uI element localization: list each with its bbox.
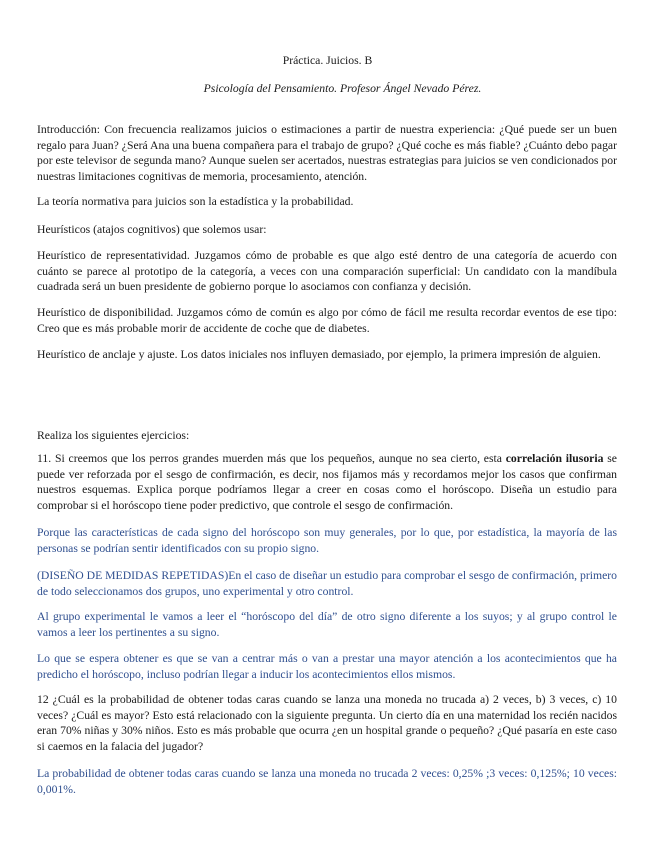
question-11 — [37, 451, 617, 513]
heuristics-intro: Heurísticos (atajos cognitivos) que solemos usar: — [37, 223, 267, 236]
answer-11-paragraph-1: Porque las características de cada signo del horóscopo son muy generales, por lo que, por estadística, la mayoría de las personas se podrían sentir identificados con su propio signo. — [37, 526, 617, 555]
availability-paragraph: Heurístico de disponibilidad. Juzgamos cómo de común es algo por cómo de fácil me resulta recordar eventos de ese tipo: Creo que es más probable morir de accidente de coche que de diabetes. — [37, 306, 617, 335]
exercises-intro: Realiza los siguientes ejercicios: — [37, 429, 190, 442]
question-11-text-a: 11. Si creemos que los perros grandes muerden más que los pequeños, aunque no sea cierto, esta — [37, 452, 506, 465]
answer-11-paragraph-3: Al grupo experimental le vamos a leer el “horóscopo del día” de otro signo diferente a los suyos; y al grupo control le vamos a leer los pertinentes a su signo. — [37, 610, 617, 639]
anchoring-paragraph: Heurístico de anclaje y ajuste. Los datos iniciales nos influyen demasiado, por ejemplo, la primera impresión de alguien. — [37, 348, 601, 361]
document-subtitle: Psicología del Pensamiento. Profesor Ángel Nevado Pérez. — [203, 82, 482, 95]
answer-11-paragraph-2: (DISEÑO DE MEDIDAS REPETIDAS)En el caso de diseñar un estudio para comprobar el sesgo de confirmación, primero de todo seleccionamos dos grupos, uno experimental y otro control. — [37, 569, 618, 598]
intro-paragraph: Introducción: Con frecuencia realizamos juicios o estimaciones a partir de nuestra experiencia: ¿Qué puede ser un buen regalo para Juan? ¿Será Ana una buena compañera para el trabajo de grupo? ¿Qué coche es más fiable? ¿Cuánto debo pagar por este televisor de segunda mano? Aunque suelen ser acertados, nuestras estrategias para juicios se ven condicionados por nuestras limitaciones cognitivas de memoria, procesamiento, atención. — [37, 123, 617, 183]
representativeness-paragraph: Heurístico de representatividad. Juzgamos cómo de probable es que algo esté dentro de una categoría de acuerdo con cuánto se parece al prototipo de la categoría, a veces con una comparación superficial: Un candidato con la mandíbula cuadrada será un buen presidente de gobierno porque lo asociamos con confianza y decisión. — [37, 249, 617, 294]
question-11-text-b: se puede ver reforzada por el sesgo de confirmación, es decir, nos fijamos más y recordamos mejor los casos que confirman nuestros esquemas. Explica porque podríamos llegar a creer en cosas como el horóscopo. Diseña un estudio para comprobar si el horóscopo tiene poder predictivo, que controle el sesgo de confirmación. — [37, 452, 617, 512]
answer-12: La probabilidad de obtener todas caras cuando se lanza una moneda no trucada 2 veces: 0,25% ;3 veces: 0,125%; 10 veces: 0,001%. — [37, 767, 617, 796]
question-11-bold-term: correlación ilusoria — [505, 452, 604, 465]
question-12: 12 ¿Cuál es la probabilidad de obtener todas caras cuando se lanza una moneda no trucada a) 2 veces, b) 3 veces, c) 10 veces? ¿Cuál es mayor? Esto está relacionado con la siguiente pregunta. Un cierto día en una maternidad los recién nacidos eran 70% niñas y 30% niños. Esto es más probable que ocurra ¿en un hospital grande o pequeño? ¿Qué pasaría en este caso si caemos en la falacia del jugador? — [37, 693, 617, 753]
document-title: Práctica. Juicios. B — [282, 54, 373, 67]
normative-paragraph: La teoría normativa para juicios son la estadística y la probabilidad. — [37, 195, 354, 208]
answer-11-paragraph-4: Lo que se espera obtener es que se van a centrar más o van a prestar una mayor atención a los acontecimientos que ha predicho el horóscopo, incluso podrían llegar a inducir los acontecimientos ellos mismos. — [37, 652, 617, 681]
